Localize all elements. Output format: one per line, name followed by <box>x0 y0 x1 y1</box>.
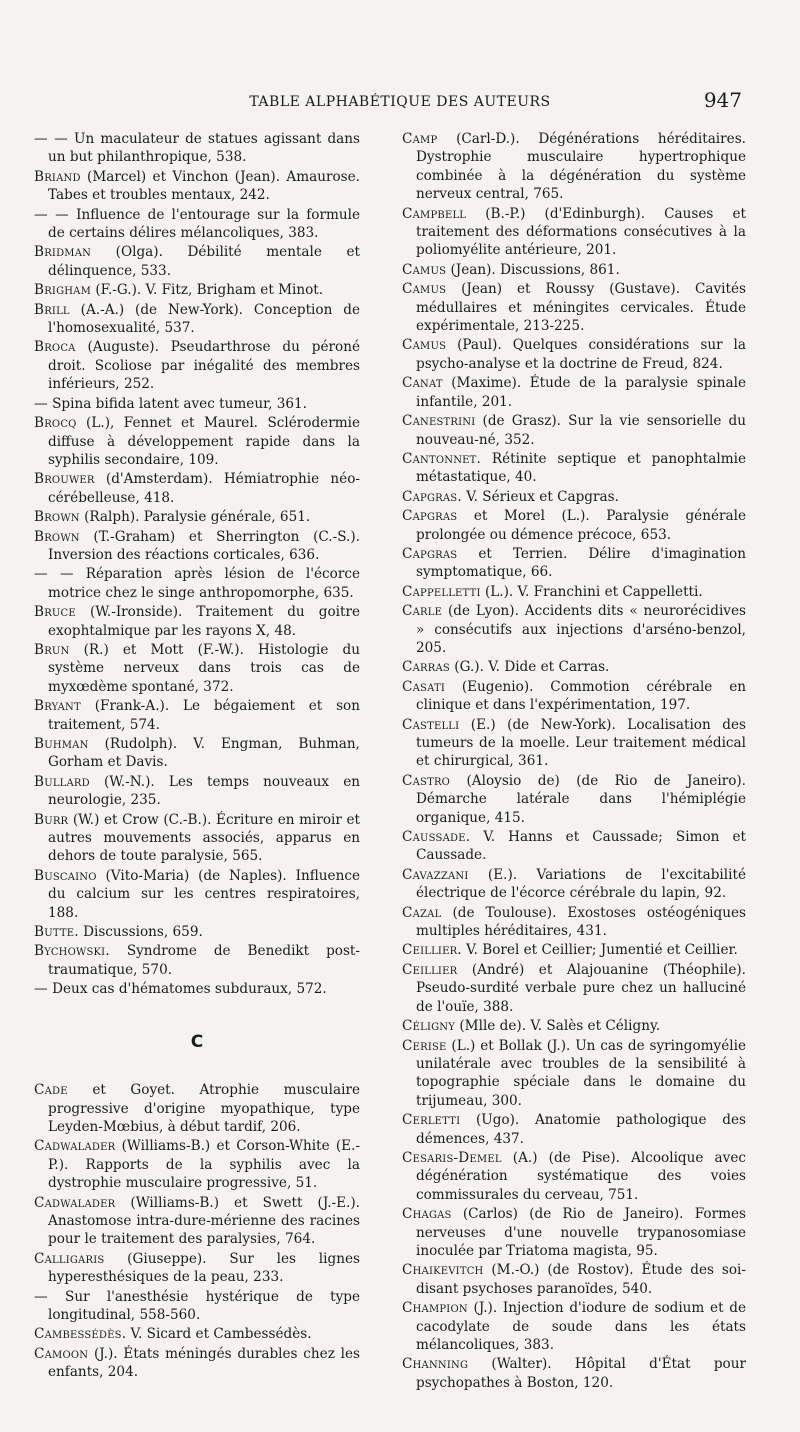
author-name: Cesaris-Demel <box>402 1149 502 1166</box>
entry-text: (Auguste). Pseudarthrose du péroné droit. Scoliose par inégalité des membres inférieurs, 252. <box>48 339 360 393</box>
entry-text: (Williams-B.) et Swett (J.-E.). Anastomose intra-dure-mérienne des racines pour le traitement des paralysies, 764. <box>48 1194 360 1248</box>
entry-text: (L.), Fennet et Maurel. Sclérodermie diffuse à développement rapide dans la syphilis secondaire, 109. <box>48 415 360 468</box>
index-entry <box>402 772 746 827</box>
index-entry <box>34 1325 360 1343</box>
index-entry <box>34 1345 360 1382</box>
entry-text: (d'Amsterdam). Hémiatrophie néo-cérébelleuse, 418. <box>48 471 360 506</box>
author-name: Broca <box>34 339 76 356</box>
author-name: Buhman <box>34 736 89 752</box>
index-entry <box>402 412 746 449</box>
author-name: Brown <box>34 509 80 526</box>
author-name: Cazal <box>402 904 442 921</box>
index-entry <box>402 1111 746 1148</box>
entry-text: V. Sicard et Cambessédès. <box>126 1326 312 1343</box>
index-entry <box>402 716 746 771</box>
entry-text: (L.). V. Franchini et Cappelletti. <box>480 583 703 600</box>
index-entry <box>402 678 746 715</box>
author-name: Carras <box>402 659 450 676</box>
index-entry <box>402 602 746 657</box>
index-entry <box>34 1137 360 1192</box>
index-entry <box>402 1299 746 1354</box>
entry-text: (W.-N.). Les temps nouveaux en neurologie, 235. <box>48 773 360 809</box>
index-entry <box>402 545 746 582</box>
entry-text: Influence de l'entourage sur la formule de certains délires mélancoliques, 383. <box>48 206 360 242</box>
index-entry <box>34 811 360 866</box>
author-name: Brigham <box>34 282 92 299</box>
index-entry <box>34 1081 360 1136</box>
entry-text: (de Grasz). Sur la vie sensorielle du nouveau-né, 352. <box>416 413 746 448</box>
author-name: Brown <box>34 528 80 545</box>
author-name: Bryant <box>34 698 81 715</box>
index-entry <box>402 961 746 1016</box>
author-name: Channing <box>402 1356 469 1373</box>
index-entry <box>402 1355 746 1392</box>
entry-text: (A.-A.) (de New-York). Conception de l'homosexualité, 537. <box>48 301 360 337</box>
index-entry <box>34 603 360 640</box>
entry-text: Syndrome de Benedikt post-traumatique, 570. <box>48 943 360 978</box>
author-name: Bruce <box>34 604 76 621</box>
author-name: Champion <box>402 1300 468 1317</box>
author-name: Casati <box>402 678 445 695</box>
author-name: Bridman <box>34 244 92 261</box>
entry-text: (E.). Variations de l'excitabilité électrique de l'écorce cérébrale du lapin, 92. <box>416 866 746 902</box>
index-entry <box>34 641 360 696</box>
author-name: Camus <box>402 261 447 278</box>
index-entry <box>402 205 746 260</box>
index-entry <box>34 301 360 338</box>
index-entry <box>34 470 360 507</box>
entry-text: (Jean) et Roussy (Gustave). Cavités médullaires et méningites cervicales. Étude expérimentale, 213-225. <box>416 281 746 335</box>
index-entry <box>34 338 360 393</box>
entry-text: (Eugenio). Commotion cérébrale en clinique et dans l'expérimentation, 197. <box>416 678 746 714</box>
author-name: Cade <box>34 1082 68 1099</box>
entry-text: V. Sérieux et Capgras. <box>461 488 619 505</box>
entry-text: (Ugo). Anatomie pathologique des démences, 437. <box>416 1112 746 1147</box>
entry-text: (E.) (de New-York). Localisation des tumeurs de la moelle. Leur traitement médical et chirurgical, 361. <box>416 716 746 770</box>
author-name: Camp <box>402 131 438 147</box>
author-name: Capgras <box>402 545 458 562</box>
index-entry <box>402 1149 746 1204</box>
index-entry <box>34 773 360 810</box>
index-entry <box>34 735 360 772</box>
entry-text: (Williams-B.) et Corson-White (E.-P.). Rapports de la syphilis avec la dystrophie musculaire progressive, 51. <box>48 1138 360 1192</box>
entry-text: (de Lyon). Accidents dits « neurorécidives » consécutifs aux injections d'arséno-benzol, 205. <box>416 603 746 656</box>
index-entry <box>34 923 360 941</box>
author-name: Cavazzani <box>402 866 469 883</box>
index-entry <box>34 942 360 979</box>
entry-text: (G.). V. Dide et Carras. <box>449 659 610 676</box>
entry-text: V. Hanns et Caussade; Simon et Caussade. <box>416 829 746 864</box>
index-entry <box>34 130 360 167</box>
author-name: Cadwalader <box>34 1138 116 1155</box>
index-entry <box>402 941 746 959</box>
author-name: Ceillier. <box>402 942 462 959</box>
index-entry <box>34 1194 360 1249</box>
entry-text: (L.) et Bollak (J.). Un cas de syringomyélie unilatérale avec troubles de la sensibilité à topographie spéciale dans le domaine du trijumeau, 300. <box>416 1037 746 1109</box>
author-name: Chaikevitch <box>402 1262 484 1279</box>
index-entry <box>402 507 746 544</box>
entry-text: Spina bifida latent avec tumeur, 361. <box>47 395 307 412</box>
entry-text: (R.) et Mott (F.-W.). Histologie du système nerveux dans trois cas de myxœdème spontané, 372. <box>48 641 360 695</box>
index-entry <box>34 243 360 280</box>
entry-text: Un maculateur de statues agissant dans un but philanthropique, 538. <box>48 131 360 166</box>
index-entry <box>34 1250 360 1287</box>
entry-text: (J.). États méningés durables chez les enfants, 204. <box>48 1345 360 1381</box>
author-name: — <box>34 1288 48 1305</box>
entry-text: (W.-Ironside). Traitement du goitre exophtalmique par les rayons X, 48. <box>48 604 360 639</box>
index-entry <box>34 414 360 469</box>
page-number: 947 <box>703 88 742 112</box>
index-entry <box>34 867 360 922</box>
index-entry <box>34 697 360 734</box>
entry-text: (Olga). Débilité mentale et délinquence, 533. <box>48 244 360 279</box>
entry-text: (T.-Graham) et Sherrington (C.-S.). Inversion des réactions corticales, 636. <box>48 528 360 563</box>
author-name: Camus <box>402 337 447 354</box>
author-name: Buscaino <box>34 867 97 884</box>
author-name: Bullard <box>34 773 90 790</box>
index-entry <box>34 508 360 526</box>
author-name: Céligny <box>402 1018 456 1035</box>
author-name: Ceillier <box>402 961 458 978</box>
left-column <box>34 130 360 1383</box>
entry-text: Deux cas d'hématomes subduraux, 572. <box>47 981 327 998</box>
author-name: Cantonnet. <box>402 450 482 467</box>
author-name: Cambessédès. <box>34 1326 127 1343</box>
section-letter: C <box>190 1031 204 1052</box>
index-entry <box>402 828 746 865</box>
entry-text: (A.) (de Pise). Alcoolique avec dégénération systématique des voies commissurales du cerveau, 751. <box>416 1149 746 1203</box>
author-name: — <box>34 981 48 998</box>
entry-text: (Marcel) et Vinchon (Jean). Amaurose. Tabes et troubles mentaux, 242. <box>48 168 360 204</box>
right-column <box>402 130 746 1393</box>
author-name: Caussade. <box>402 829 471 846</box>
author-name: Camus <box>402 281 447 298</box>
entry-text: (W.) et Crow (C.-B.). Écriture en miroir et autres mouvements associés, apparus en dehors de toute paralysie, 565. <box>48 811 360 865</box>
author-name: Brun <box>34 641 70 658</box>
author-name: Chagas <box>402 1206 452 1223</box>
entry-text: Rétinite septique et panophtalmie métastatique, 40. <box>416 450 746 486</box>
author-name: Butte. <box>34 924 79 941</box>
author-name: — — <box>34 566 74 583</box>
index-entry <box>402 583 746 601</box>
index-entry <box>402 866 746 903</box>
index-entry <box>34 395 360 413</box>
author-name: Briand <box>34 168 81 185</box>
entry-text: et Terrien. Délire d'imagination symptomatique, 66. <box>416 545 746 581</box>
author-name: Cerise <box>402 1037 447 1054</box>
running-header <box>58 88 742 118</box>
entry-text: (Giuseppe). Sur les lignes hyperesthésiques de la peau, 233. <box>48 1250 360 1286</box>
entries-c <box>34 1081 360 1382</box>
index-entry <box>34 281 360 299</box>
entry-text: (M.-O.) (de Rostov). Étude des soi-disant psychoses paranoïdes, 540. <box>416 1262 746 1297</box>
entry-text: (F.-G.). V. Fitz, Brigham et Minot. <box>91 282 324 299</box>
entry-text: (Walter). Hôpital d'État pour psychopathes à Boston, 120. <box>416 1356 746 1391</box>
entry-text: (Rudolph). V. Engman, Buhman, Gorham et Davis. <box>48 736 360 771</box>
author-name: Capgras. <box>402 488 462 505</box>
index-entry <box>402 280 746 335</box>
entry-text: Discussions, 659. <box>78 924 203 941</box>
entry-text: (Jean). Discussions, 861. <box>446 261 620 278</box>
index-entry <box>34 528 360 565</box>
entry-text: (Maxime). Étude de la paralysie spinale infantile, 201. <box>416 375 746 410</box>
index-entry <box>402 130 746 204</box>
index-entry <box>402 374 746 411</box>
index-entry <box>402 336 746 373</box>
author-name: Camoon <box>34 1345 89 1362</box>
author-name: Brocq <box>34 415 77 432</box>
entry-text: (André) et Alajouanine (Théophile). Pseudo-surdité verbale pure chez un halluciné de l'ouïe, 388. <box>416 961 746 1015</box>
author-name: Canat <box>402 375 443 392</box>
entry-text: (Vito-Maria) (de Naples). Influence du calcium sur les centres respiratoires, 188. <box>48 867 360 921</box>
entries-b <box>34 130 360 999</box>
index-entry <box>402 1037 746 1111</box>
author-name: Campbell <box>402 205 467 222</box>
author-name: Brouwer <box>34 471 95 488</box>
author-name: Castro <box>402 772 451 789</box>
index-entry <box>402 450 746 487</box>
entry-text: (Aloysio de) (de Rio de Janeiro). Démarche latérale dans l'hémiplégie organique, 415. <box>416 772 746 826</box>
author-name: Castelli <box>402 716 460 733</box>
index-entry <box>402 658 746 676</box>
entry-text: Réparation après lésion de l'écorce motrice chez le singe anthropomorphe, 635. <box>48 566 360 601</box>
author-name: Bychowski. <box>34 943 110 960</box>
author-name: — — <box>34 206 69 223</box>
index-entry <box>34 565 360 602</box>
index-entry <box>402 1017 746 1035</box>
index-entry <box>402 1261 746 1298</box>
index-entry <box>402 904 746 941</box>
entries-c-continued <box>402 130 746 1392</box>
author-name: — <box>34 395 48 412</box>
entry-text: (Mlle de). V. Salès et Céligny. <box>455 1018 661 1035</box>
author-name: Cappelletti <box>402 583 481 600</box>
index-entry <box>402 261 746 279</box>
entry-text: (J.). Injection d'iodure de sodium et de cacodylate de soude dans les états mélancoliques, 383. <box>416 1300 746 1353</box>
index-entry <box>34 980 360 998</box>
index-entry <box>402 1205 746 1260</box>
entry-text: (Carlos) (de Rio de Janeiro). Formes nerveuses d'une nouvelle trypanosomiase inoculée par Triatoma magista, 95. <box>416 1206 746 1259</box>
index-entry <box>34 206 360 243</box>
header-title: TABLE ALPHABÉTIQUE DES AUTEURS <box>249 94 551 110</box>
entry-text: (B.-P.) (d'Edinburgh). Causes et traitement des déformations consécutives à la poliomyélite antérieure, 201. <box>416 205 746 259</box>
entry-text: Sur l'anesthésie hystérique de type longitudinal, 558-560. <box>47 1288 360 1323</box>
entry-text: et Goyet. Atrophie musculaire progressive d'origine myopathique, type Leyden-Mœbius, à début tardif, 206. <box>48 1082 360 1135</box>
entry-text: V. Borel et Ceillier; Jumentié et Ceillier. <box>461 942 738 959</box>
entry-text: (de Toulouse). Exostoses ostéogéniques multiples héréditaires, 431. <box>416 904 746 940</box>
author-name: Brill <box>34 301 70 318</box>
entry-text: (Ralph). Paralysie générale, 651. <box>79 509 311 526</box>
author-name: Cadwalader <box>34 1194 116 1211</box>
author-name: Cerletti <box>402 1112 461 1129</box>
author-name: Carle <box>402 603 443 620</box>
index-entry <box>34 1288 360 1325</box>
author-name: Calligaris <box>34 1250 105 1267</box>
author-name: Capgras <box>402 508 458 525</box>
author-name: — — <box>34 131 68 147</box>
entry-text: (Paul). Quelques considérations sur la psycho-analyse et la doctrine de Freud, 824. <box>416 337 746 372</box>
entry-text: (Carl-D.). Dégénérations héréditaires. Dystrophie musculaire hypertrophique combinée à la dégénération du système nerveux central, 765. <box>416 131 746 203</box>
index-entry <box>34 168 360 205</box>
author-name: Burr <box>34 811 69 828</box>
index-entry <box>402 488 746 506</box>
entry-text: et Morel (L.). Paralysie générale prolongée ou démence précoce, 653. <box>416 508 746 543</box>
entry-text: (Frank-A.). Le bégaiement et son traitement, 574. <box>48 698 360 733</box>
author-name: Canestrini <box>402 413 476 430</box>
